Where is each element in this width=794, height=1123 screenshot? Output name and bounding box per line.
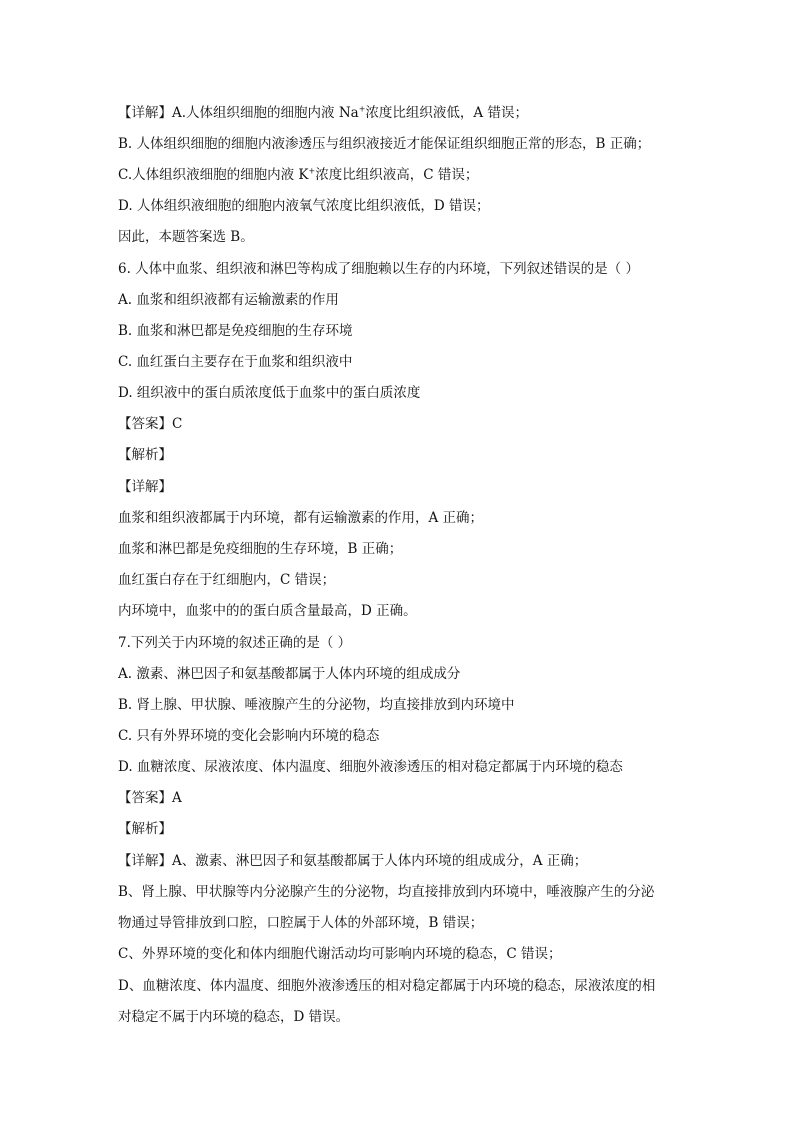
q6-detail-heading: 【详解】 (118, 479, 172, 495)
q6-detail-line-c: 血红蛋白存在于红细胞内，C 错误； (118, 572, 336, 588)
q6-answer: 【答案】C (118, 416, 183, 432)
q7-option-b: B. 肾上腺、甲状腺、唾液腺产生的分泌物，均直接排放到内环境中 (118, 697, 515, 713)
q6-analysis-heading: 【解析】 (118, 447, 172, 463)
q6-question: 6. 人体中血浆、组织液和淋巴等构成了细胞赖以生存的内环境，下列叙述错误的是（ ） (118, 261, 639, 277)
q7-analysis-heading: 【解析】 (118, 821, 172, 837)
q5-detail-line-b: B. 人体组织细胞的细胞内液渗透压与组织液接近才能保证组织细胞正常的形态，B 正确； (118, 136, 651, 152)
q7-detail-line-a: 【详解】A、激素、淋巴因子和氨基酸都属于人体内环境的组成成分，A 正确； (118, 853, 588, 869)
q7-detail-line-b: B、肾上腺、甲状腺等内分泌腺产生的分泌物，均直接排放到内环境中，唾液腺产生的分泌 (118, 884, 655, 900)
q6-option-c: C. 血红蛋白主要存在于血浆和组织液中 (118, 354, 353, 370)
q5-detail-line-d: D. 人体组织液细胞的细胞内液氧气浓度比组织液低，D 错误； (118, 198, 490, 214)
q7-option-c: C. 只有外界环境的变化会影响内环境的稳态 (118, 728, 380, 744)
q6-detail-line-b: 血浆和淋巴都是免疫细胞的生存环境，B 正确； (118, 541, 403, 557)
q6-detail-line-d: 内环境中，血浆中的的蛋白质含量最高，D 正确。 (118, 603, 417, 619)
q7-detail-line-f: 对稳定不属于内环境的稳态，D 错误。 (118, 1009, 350, 1025)
q6-option-d: D. 组织液中的蛋白质浓度低于血浆中的蛋白质浓度 (118, 385, 421, 401)
q7-detail-line-d: C、外界环境的变化和体内细胞代谢活动均可影响内环境的稳态，C 错误； (118, 946, 562, 962)
q7-answer: 【答案】A (118, 790, 182, 806)
q6-option-a: A. 血浆和组织液都有运输激素的作用 (118, 292, 339, 308)
q7-detail-line-e: D、血糖浓度、体内温度、细胞外液渗透压的相对稳定都属于内环境的稳态，尿液浓度的相 (118, 978, 656, 994)
q6-detail-line-a: 血浆和组织液都属于内环境，都有运输激素的作用，A 正确； (118, 510, 484, 526)
q7-question: 7.下列关于内环境的叙述正确的是（ ） (118, 635, 352, 651)
q5-detail-line-a: 【详解】A.人体组织细胞的细胞内液 Na+浓度比组织液低，A 错误； (118, 104, 528, 121)
q6-option-b: B. 血浆和淋巴都是免疫细胞的生存环境 (118, 323, 353, 339)
q7-option-d: D. 血糖浓度、尿液浓度、体内温度、细胞外液渗透压的相对稳定都属于内环境的稳态 (118, 759, 623, 775)
q7-option-a: A. 激素、淋巴因子和氨基酸都属于人体内环境的组成成分 (118, 666, 461, 682)
q5-conclusion: 因此，本题答案选 B。 (118, 229, 254, 245)
q5-detail-line-c: C.人体组织液细胞的细胞内液 K+浓度比组织液高，C 错误； (118, 166, 479, 183)
q7-detail-line-c: 物通过导管排放到口腔，口腔属于人体的外部环境，B 错误； (118, 915, 484, 931)
